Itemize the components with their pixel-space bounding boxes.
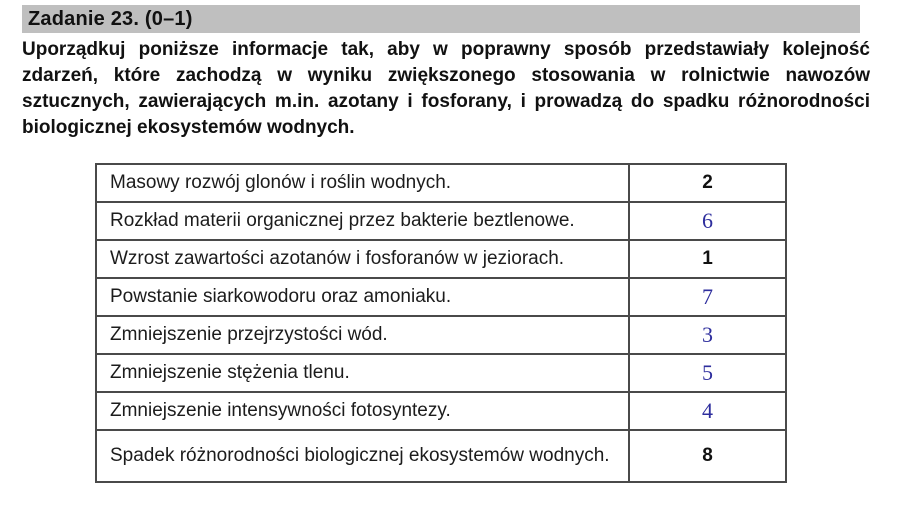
answer-cell[interactable] [629, 354, 786, 392]
table-row [96, 164, 786, 202]
answer-value[interactable]: 6 [702, 208, 713, 233]
event-text: Zmniejszenie intensywności fotosyntezy. [96, 392, 629, 430]
answer-value: 2 [702, 172, 713, 193]
answer-cell[interactable] [629, 392, 786, 430]
table-row [96, 354, 786, 392]
answer-cell[interactable] [629, 278, 786, 316]
table-row [96, 316, 786, 354]
answer-value: 1 [702, 248, 713, 269]
table-row [96, 202, 786, 240]
answer-cell [629, 164, 786, 202]
answer-cell[interactable] [629, 202, 786, 240]
answer-cell [629, 430, 786, 482]
table-row [96, 392, 786, 430]
task-header-bar [22, 5, 860, 33]
table-row [96, 278, 786, 316]
answer-value[interactable]: 5 [702, 360, 713, 385]
answer-value[interactable]: 7 [702, 284, 713, 309]
answer-value[interactable]: 4 [702, 398, 713, 423]
table-row [96, 430, 786, 482]
event-text: Rozkład materii organicznej przez bakterie beztlenowe. [96, 202, 629, 240]
task-instruction: Uporządkuj poniższe informacje tak, aby w poprawny sposób przedstawiały kolejność zdarzeń, które zachodzą w wyniku zwiększonego stosowania w rolnictwie nawozów sztucznych, zawierających m.in. azotany i fosforany, i prowadzą do spadku różnorodności biologicznej ekosystemów wodnych. [22, 39, 870, 138]
events-order-table [95, 163, 787, 483]
event-text: Wzrost zawartości azotanów i fosforanów w jeziorach. [96, 240, 629, 278]
event-text: Spadek różnorodności biologicznej ekosystemów wodnych. [96, 430, 629, 482]
event-text: Powstanie siarkowodoru oraz amoniaku. [96, 278, 629, 316]
event-text: Zmniejszenie przejrzystości wód. [96, 316, 629, 354]
event-text: Masowy rozwój glonów i roślin wodnych. [96, 164, 629, 202]
answer-cell [629, 240, 786, 278]
table-row [96, 240, 786, 278]
event-text: Zmniejszenie stężenia tlenu. [96, 354, 629, 392]
answer-cell[interactable] [629, 316, 786, 354]
task-title: Zadanie 23. (0–1) [28, 7, 193, 30]
answer-value: 8 [702, 445, 713, 466]
answer-value[interactable]: 3 [702, 322, 713, 347]
